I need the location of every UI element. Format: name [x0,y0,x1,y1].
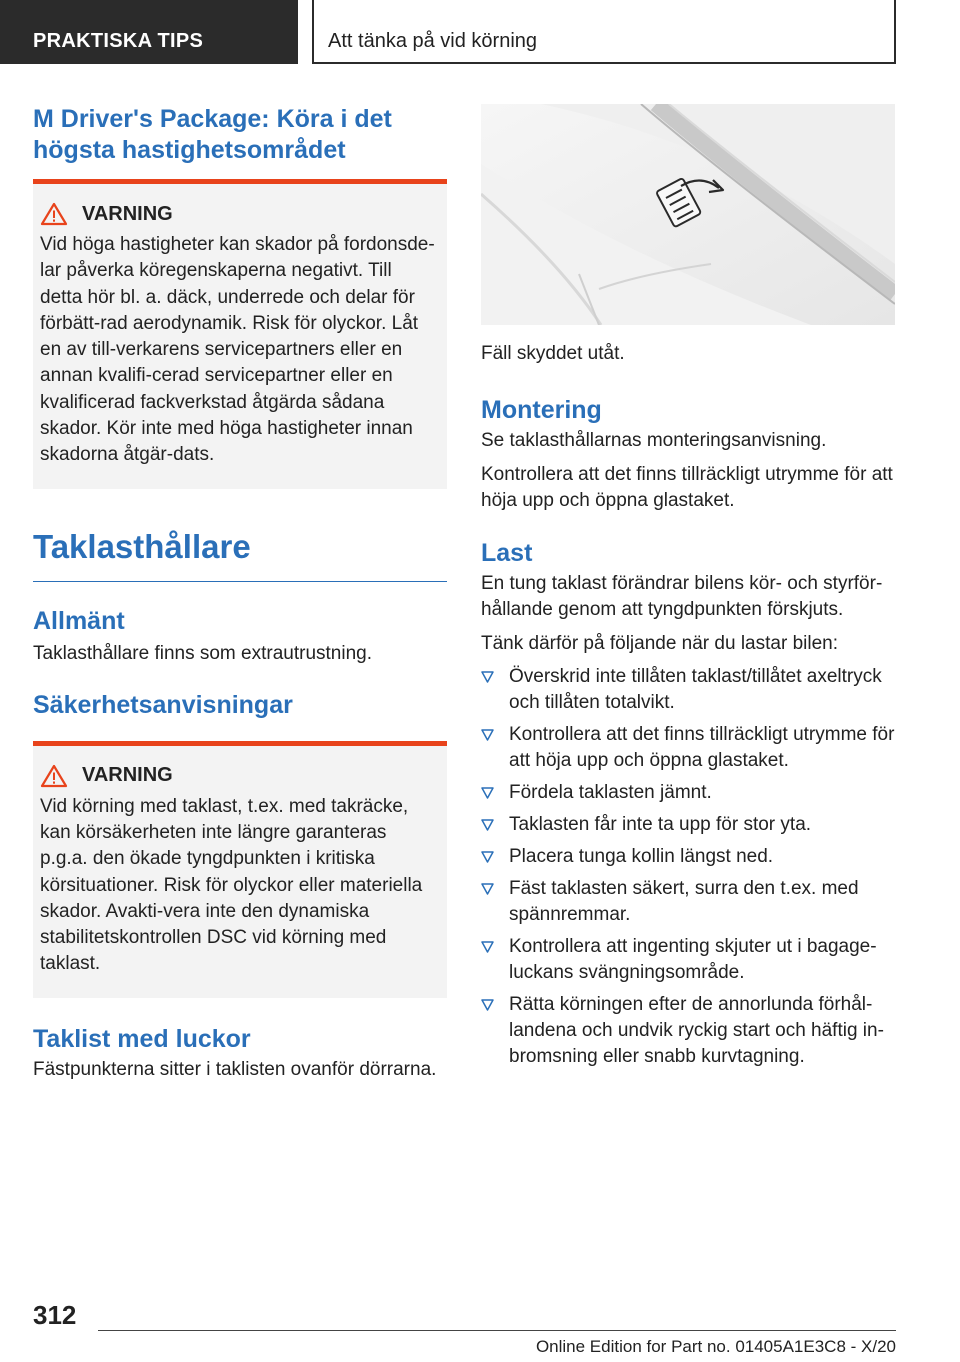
bullet-triangle-icon [481,671,494,683]
left-column [33,104,447,1083]
footer-edition: Online Edition for Part no. 01405A1E3C8 - X/20 [535,1337,896,1356]
roof-strip-text: Fästpunkterna sitter i taklisten ovanför dörrarna. [33,1058,437,1080]
list-item-text: Kontrollera att det finns tillräckligt utrymme för att höja upp och öppna glastaket. [509,724,895,771]
footer-rule [98,1330,896,1331]
mounting-heading: Montering [481,396,602,424]
list-item [481,780,895,806]
photo-caption: Fäll skyddet utåt. [481,343,625,364]
warning-title-row [40,764,437,788]
bullet-triangle-icon [481,819,494,831]
header-chapter-label: Att tänka på vid körning [328,30,538,52]
list-item [481,664,895,716]
bullet-triangle-icon [481,883,494,895]
general-text: Taklasthållare finns som extrautrustning. [33,642,372,664]
list-item [481,812,895,838]
safety-heading: Säkerhetsanvisningar [33,690,293,719]
warning-body-roofload: Vid körning med taklast, t.ex. med takräcke, kan körsäkerheten inte längre garanteras p.g.a. den ökade tyngdpunkten i kritiska körsituationer. Risk för olyckor eller materiella skador. Avakti-vera inte den dynamiska stabilitetskontrollen DSC vid körning med taklast. [40,795,423,975]
list-item-text: Fördela taklasten jämnt. [509,782,712,803]
heading-rule [33,581,447,582]
warning-box-roofload [33,741,447,998]
mdp-heading: M Driver's Package: Köra i det högsta hastighetsområdet [33,105,392,164]
load-text-1: En tung taklast förändrar bilens kör- och styrför-hållande genom att tyngdpunkten förskjuts. [481,573,883,620]
list-item [481,992,895,1070]
warning-triangle-icon [40,202,68,226]
roof-rack-heading: Taklasthållare [33,527,251,565]
page-number: 312 [33,1300,77,1330]
header-section-label: PRAKTISKA TIPS [33,30,204,52]
mounting-text-1: Se taklasthållarnas monteringsanvisning. [481,430,827,451]
list-item-text: Fäst taklasten säkert, surra den t.ex. med spännremmar. [509,878,859,925]
list-item [481,934,895,986]
warning-title-row [40,202,437,226]
right-column [481,104,895,1076]
warning-triangle-icon [40,764,68,788]
roof-cover-illustration [481,104,895,325]
roof-strip-heading: Taklist med luckor [33,1024,251,1053]
roof-cover-photo [481,104,895,325]
bullet-triangle-icon [481,941,494,953]
mounting-text-2: Kontrollera att det finns tillräckligt utrymme för att höja upp och öppna glastaket. [481,464,893,511]
list-item-text: Överskrid inte tillåten taklast/tillåtet axeltryck och tillåten totalvikt. [509,666,882,713]
warning-box-speed [33,179,447,489]
load-text-2: Tänk därför på följande när du lastar bilen: [481,633,838,654]
warning-title: VARNING [82,202,173,225]
list-item-text: Rätta körningen efter de annorlunda förhål-landena och undvik ryckig start och häftig in-bromsning eller snabb kurvtagning. [509,994,884,1067]
bullet-triangle-icon [481,999,494,1011]
list-item-text: Placera tunga kollin längst ned. [509,846,774,867]
header-chapter-box [312,0,896,64]
warning-body-speed: Vid höga hastigheter kan skador på fordonsde-lar påverka köregenskaperna negativt. Till detta hör bl. a. däck, underrede och delar för förbätt-rad aerodynamik. Risk för olyckor. Låt en av till-verkarens servicepartners eller en annan kvalifi-cerad servicepartner eller en kvalificerad fackverkstad åtgärda sådana skador. Kör inte med höga hastigheter innan skadorna åtgär-dats. [40,234,435,466]
bullet-triangle-icon [481,787,494,799]
general-heading: Allmänt [33,606,125,635]
load-heading: Last [481,539,533,567]
load-bullet-list [481,664,895,1070]
list-item [481,722,895,774]
header-section-tab [0,0,298,64]
list-item-text: Taklasten får inte ta upp för stor yta. [509,814,812,835]
list-item-text: Kontrollera att ingenting skjuter ut i bagage-luckans svängningsområde. [509,936,877,983]
bullet-triangle-icon [481,729,494,741]
list-item [481,876,895,928]
warning-title: VARNING [82,764,173,787]
bullet-triangle-icon [481,851,494,863]
list-item [481,844,895,870]
